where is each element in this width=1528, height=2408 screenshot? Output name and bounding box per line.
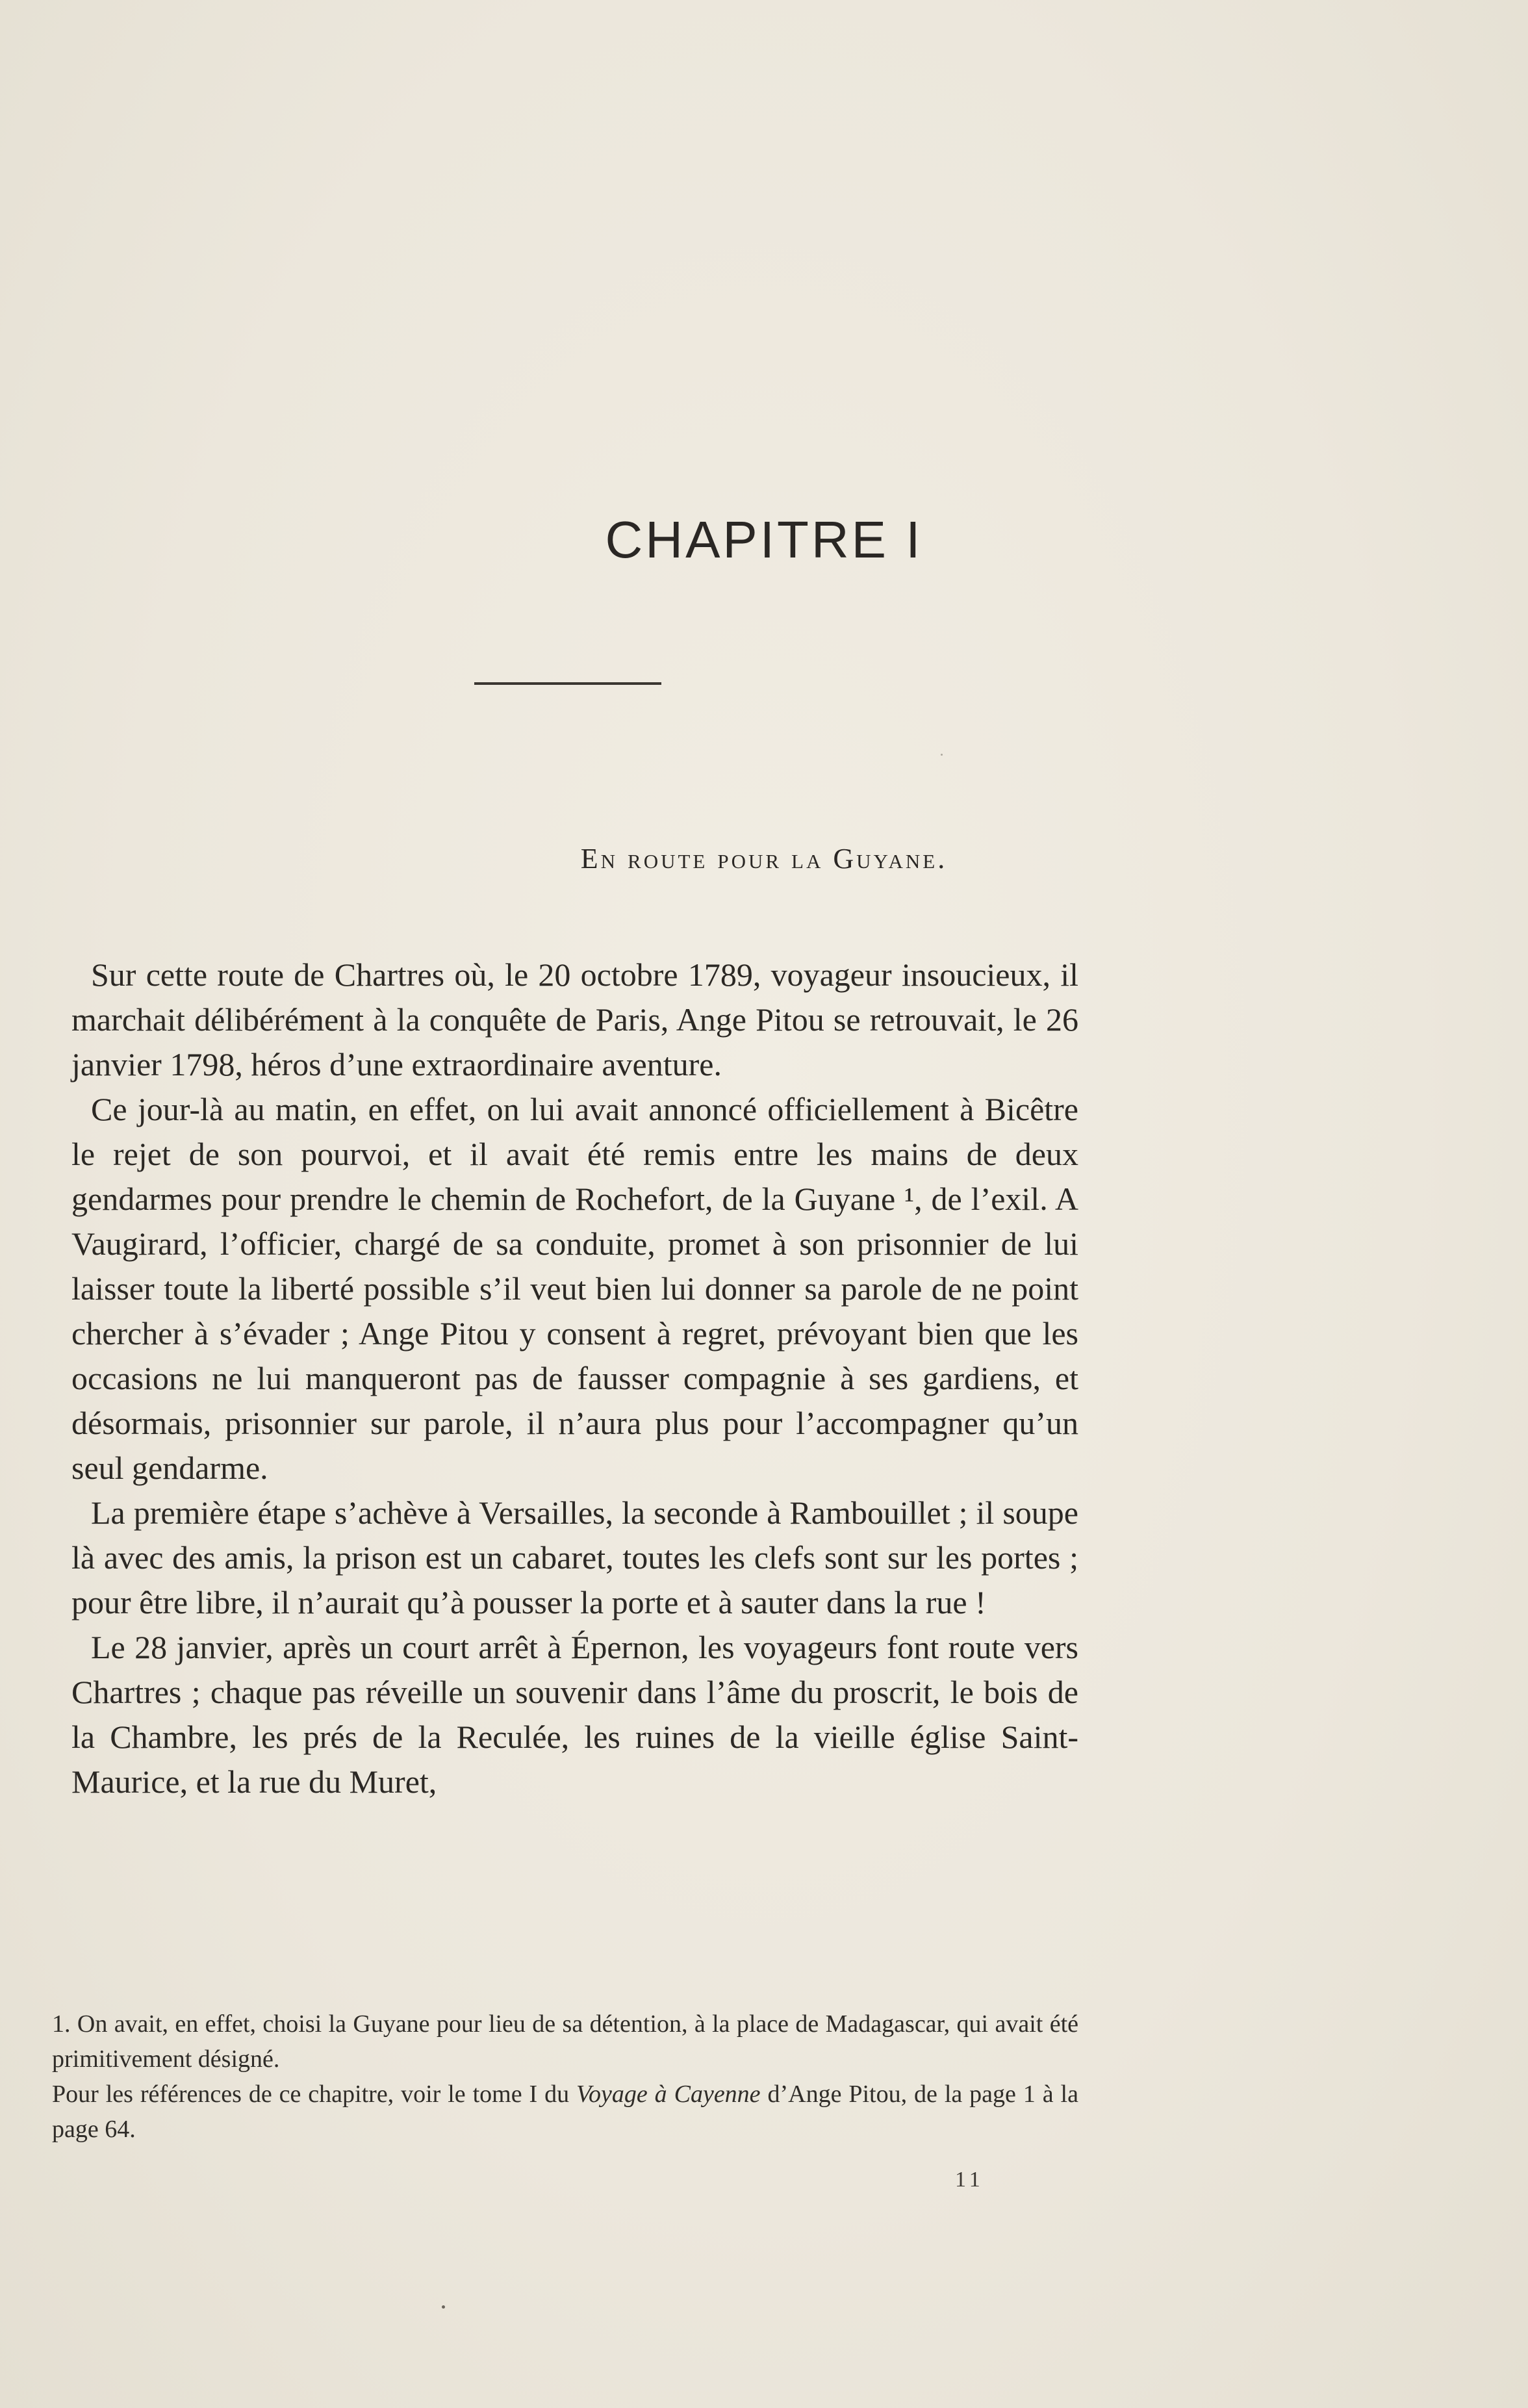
title-divider [474,682,661,685]
paragraph: Le 28 janvier, après un court arrêt à Épernon, les voyageurs font route vers Chartres ; chaque pas réveille un souvenir dans l’âme du proscrit, le bois de la Chambre, les prés de la Reculée, les ruines de la vieille église Saint-Maurice, et la rue du Muret, [71,1629,1078,1800]
footnote-1: 1. On avait, en effet, choisi la Guyane pour lieu de sa détention, à la place de Madagascar, qui avait été primitivement désigné. [52,2010,1078,2073]
footnotes [52,2006,1078,2147]
chapter-title: CHAPITRE I [605,511,923,569]
footnote-references-suffix: d’Ange Pitou, de la page 1 à la page 64. [52,2081,1078,2143]
paragraph: La première étape s’achève à Versailles, la seconde à Rambouillet ; il soupe là avec des amis, la prison est un cabaret, toutes les clefs sont sur les portes ; pour être libre, il n’aurait qu’à pousser la porte et à sauter dans la rue ! [71,1494,1078,1620]
paper-speck [941,754,943,756]
footnote-references-prefix: Pour les références de ce chapitre, voir le tome I du [52,2081,577,2108]
footnote-references [52,2077,1078,2147]
paper-speck [442,2305,445,2309]
printer-signature-mark: 11 [955,2168,984,2192]
chapter-body [71,953,1078,1804]
chapter-subtitle: En route pour la Guyane. [580,843,948,875]
footnote-book-title: Voyage à Cayenne [576,2081,761,2108]
paragraph: Sur cette route de Chartres où, le 20 octobre 1789, voyageur insoucieux, il marchait délibérément à la conquête de Paris, Ange Pitou se retrouvait, le 26 janvier 1798, héros d’une extraordinaire aventure. [71,956,1078,1082]
paragraph: Ce jour-là au matin, en effet, on lui avait annoncé officiellement à Bicêtre le rejet de son pourvoi, et il avait été remis entre les mains de deux gendarmes pour prendre le chemin de Rochefort, de la Guyane ¹, de l’exil. A Vaugirard, l’officier, chargé de sa conduite, promet à son prisonnier de lui laisser toute la liberté possible s’il veut bien lui donner sa parole de ne point chercher à s’évader ; Ange Pitou y consent à regret, prévoyant bien que les occasions ne lui manqueront pas de fausser compagnie à ses gardiens, et désormais, prisonnier sur parole, il n’aura plus pour l’accompagner qu’un seul gendarme. [71,1091,1078,1486]
